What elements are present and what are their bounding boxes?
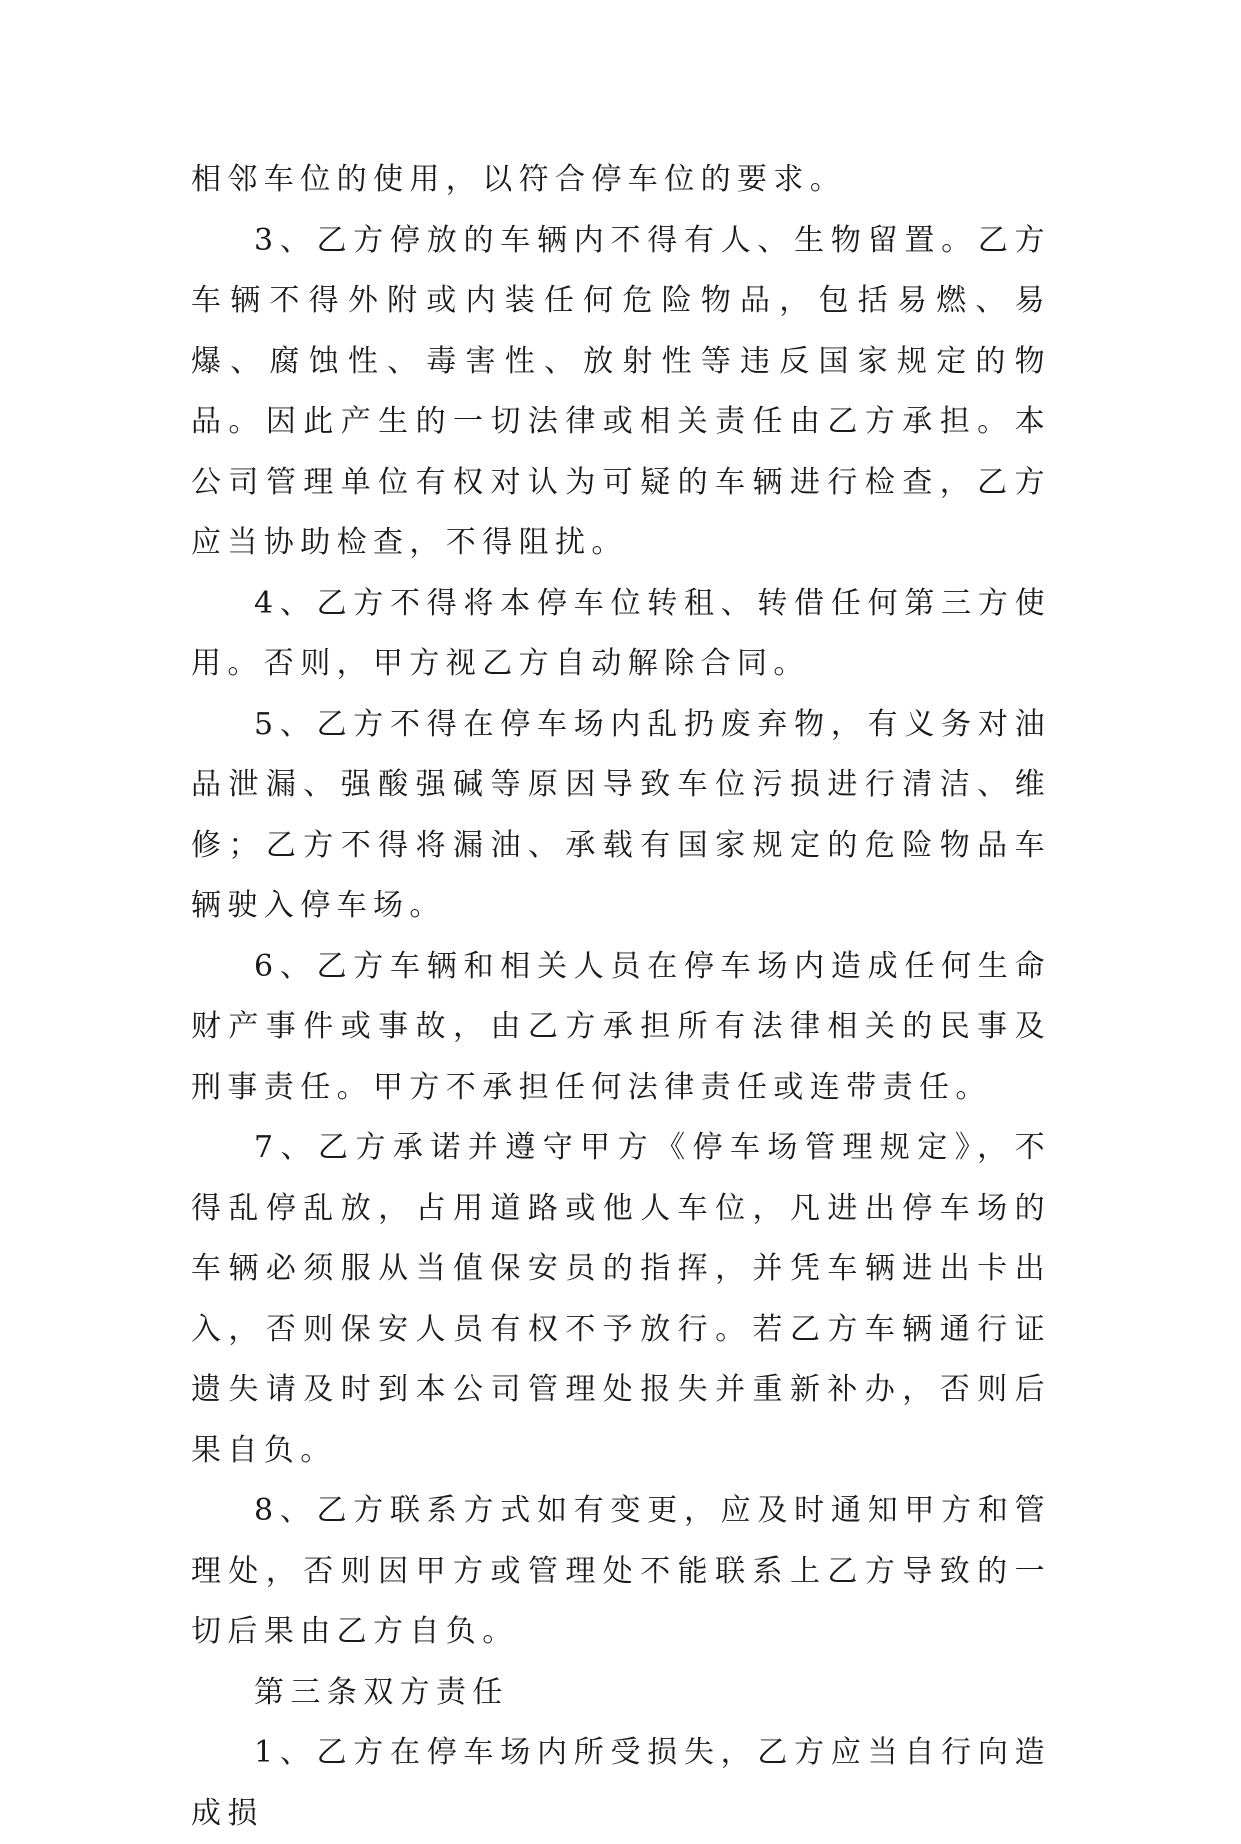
paragraph-continuation: 相邻车位的使用，以符合停车位的要求。	[191, 162, 847, 197]
paragraph-clause-3: 3、乙方停放的车辆内不得有人、生物留置。乙方车辆不得外附或内装任何危险物品，包括易燃、易爆、腐蚀性、毒害性、放射性等违反国家规定的物品。因此产生的一切法律或相关责任由乙方承担。本公司管理单位有权对认为可疑的车辆进行检查，乙方应当协助检查，不得阻扰。	[191, 222, 1051, 560]
paragraph-clause-6: 6、乙方车辆和相关人员在停车场内造成任何生命财产事件或事故，由乙方承担所有法律相关的民事及刑事责任。甲方不承担任何法律责任或连带责任。	[191, 948, 1051, 1105]
document-body	[191, 150, 1051, 1844]
section-heading-article-3: 第三条双方责任	[254, 1674, 509, 1710]
paragraph-clause-4: 4、乙方不得将本停车位转租、转借任何第三方使用。否则，甲方视乙方自动解除合同。	[191, 585, 1051, 681]
paragraph-clause-8: 8、乙方联系方式如有变更，应及时通知甲方和管理处，否则因甲方或管理处不能联系上乙方导致的一切后果由乙方自负。	[191, 1493, 1051, 1649]
paragraph-article-3-clause-1: 1、乙方在停车场内所受损失，乙方应当自行向造成损	[191, 1735, 1051, 1831]
paragraph-clause-5: 5、乙方不得在停车场内乱扔废弃物，有义务对油品泄漏、强酸强碱等原因导致车位污损进行清洁、维修；乙方不得将漏油、承载有国家规定的危险物品车辆驶入停车场。	[191, 706, 1051, 923]
paragraph-clause-7: 7、乙方承诺并遵守甲方《停车场管理规定》，不得乱停乱放，占用道路或他人车位，凡进出停车场的车辆必须服从当值保安员的指挥，并凭车辆进出卡出入，否则保安人员有权不予放行。若乙方车辆通行证遗失请及时到本公司管理处报失并重新补办，否则后果自负。	[191, 1130, 1051, 1468]
